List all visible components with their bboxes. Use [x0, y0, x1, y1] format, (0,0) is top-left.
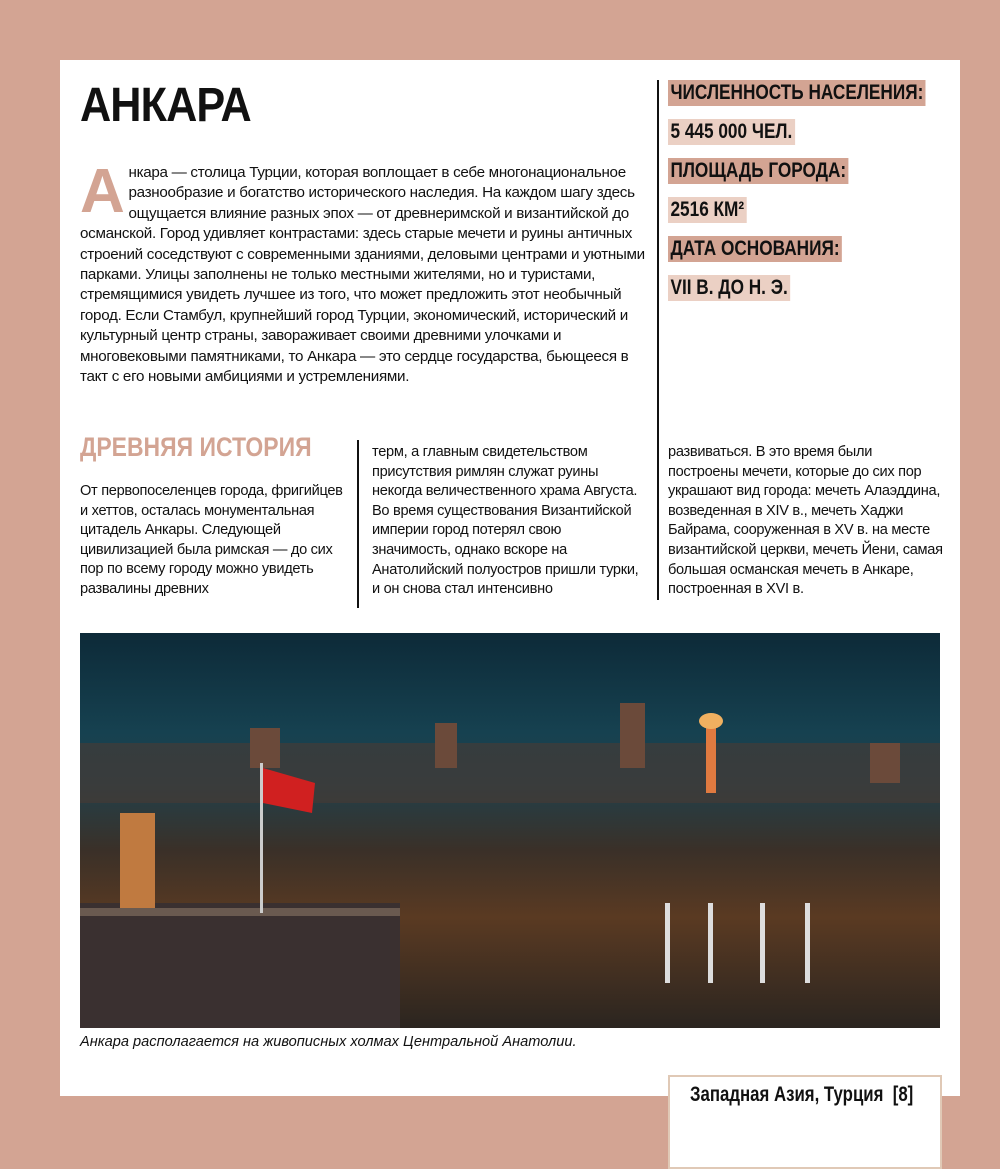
- section-heading: ДРЕВНЯЯ ИСТОРИЯ: [80, 432, 312, 462]
- intro-text: нкара — столица Турции, которая воплощает в себе многонациональное разнообразие и богатство исторического наследия. На каждом шагу здесь ощущается влияние разных эпох — от древнеримской и византийской до османской. Город удивляет контрастами: здесь старые мечети и руины античных строений соседствуют с современными зданиями, деловыми центрами и уютными парками. Улицы заполнены не только местными жителями, но и туристами, стремящимися увидеть лучшее из того, что может предложить этот необычный город. Если Стамбул, крупнейший город Турции, экономический, исторический и культурный центр страны, завораживает своими древними улочками и многовековыми памятниками, то Анкара — это сердце государства, бьющееся в такт с его новыми амбициями и устремлениями.: [80, 164, 645, 386]
- ankara-photo: [80, 633, 940, 1028]
- fact-value: 2516 КМ²: [668, 197, 747, 223]
- fact-label: ЧИСЛЕННОСТЬ НАСЕЛЕНИЯ:: [668, 80, 926, 106]
- divider: [657, 80, 659, 600]
- facts-panel: [668, 80, 982, 314]
- page-title: АНКАРА: [80, 79, 251, 132]
- fact-label: ПЛОЩАДЬ ГОРОДА:: [668, 158, 849, 184]
- page-footer: [668, 1075, 942, 1169]
- fact-value: VII В. ДО Н. Э.: [668, 275, 790, 301]
- city-night-illustration: [80, 633, 940, 1028]
- footer-text: Западная Азия, Турция [8]: [690, 1083, 914, 1106]
- column-3: развиваться. В это время были построены мечети, которые до сих пор украшают вид города: мечеть Алаэддина, возведенная в XIV в., мечеть Хаджи Байрама, сооруженная в XV в. на месте византийской церкви, мечеть Йени, самая большая османская мечеть в Анкаре, построенная в XVI в.: [668, 444, 943, 598]
- column-1: От первопоселенцев города, фригийцев и хеттов, осталась монументальная цитадель Анкары. Следующей цивилизацией была римская — до сих пор по всему городу можно увидеть развалины древних: [80, 483, 343, 597]
- fact-value: 5 445 000 ЧЕЛ.: [668, 119, 795, 145]
- column-2: терм, а главным свидетельством присутствия римлян служат руины некогда величественного храма Августа. Во время существования Византийской империи город потерял свою значимость, однако вскоре на Анатолийский полуостров пришли турки, и он снова стал интенсивно: [372, 444, 639, 598]
- drop-cap: А: [80, 157, 125, 226]
- divider: [357, 440, 359, 608]
- photo-caption: Анкара располагается на живописных холмах Центральной Анатолии.: [80, 1034, 577, 1050]
- intro-paragraph: [80, 157, 650, 387]
- fact-label: ДАТА ОСНОВАНИЯ:: [668, 236, 842, 262]
